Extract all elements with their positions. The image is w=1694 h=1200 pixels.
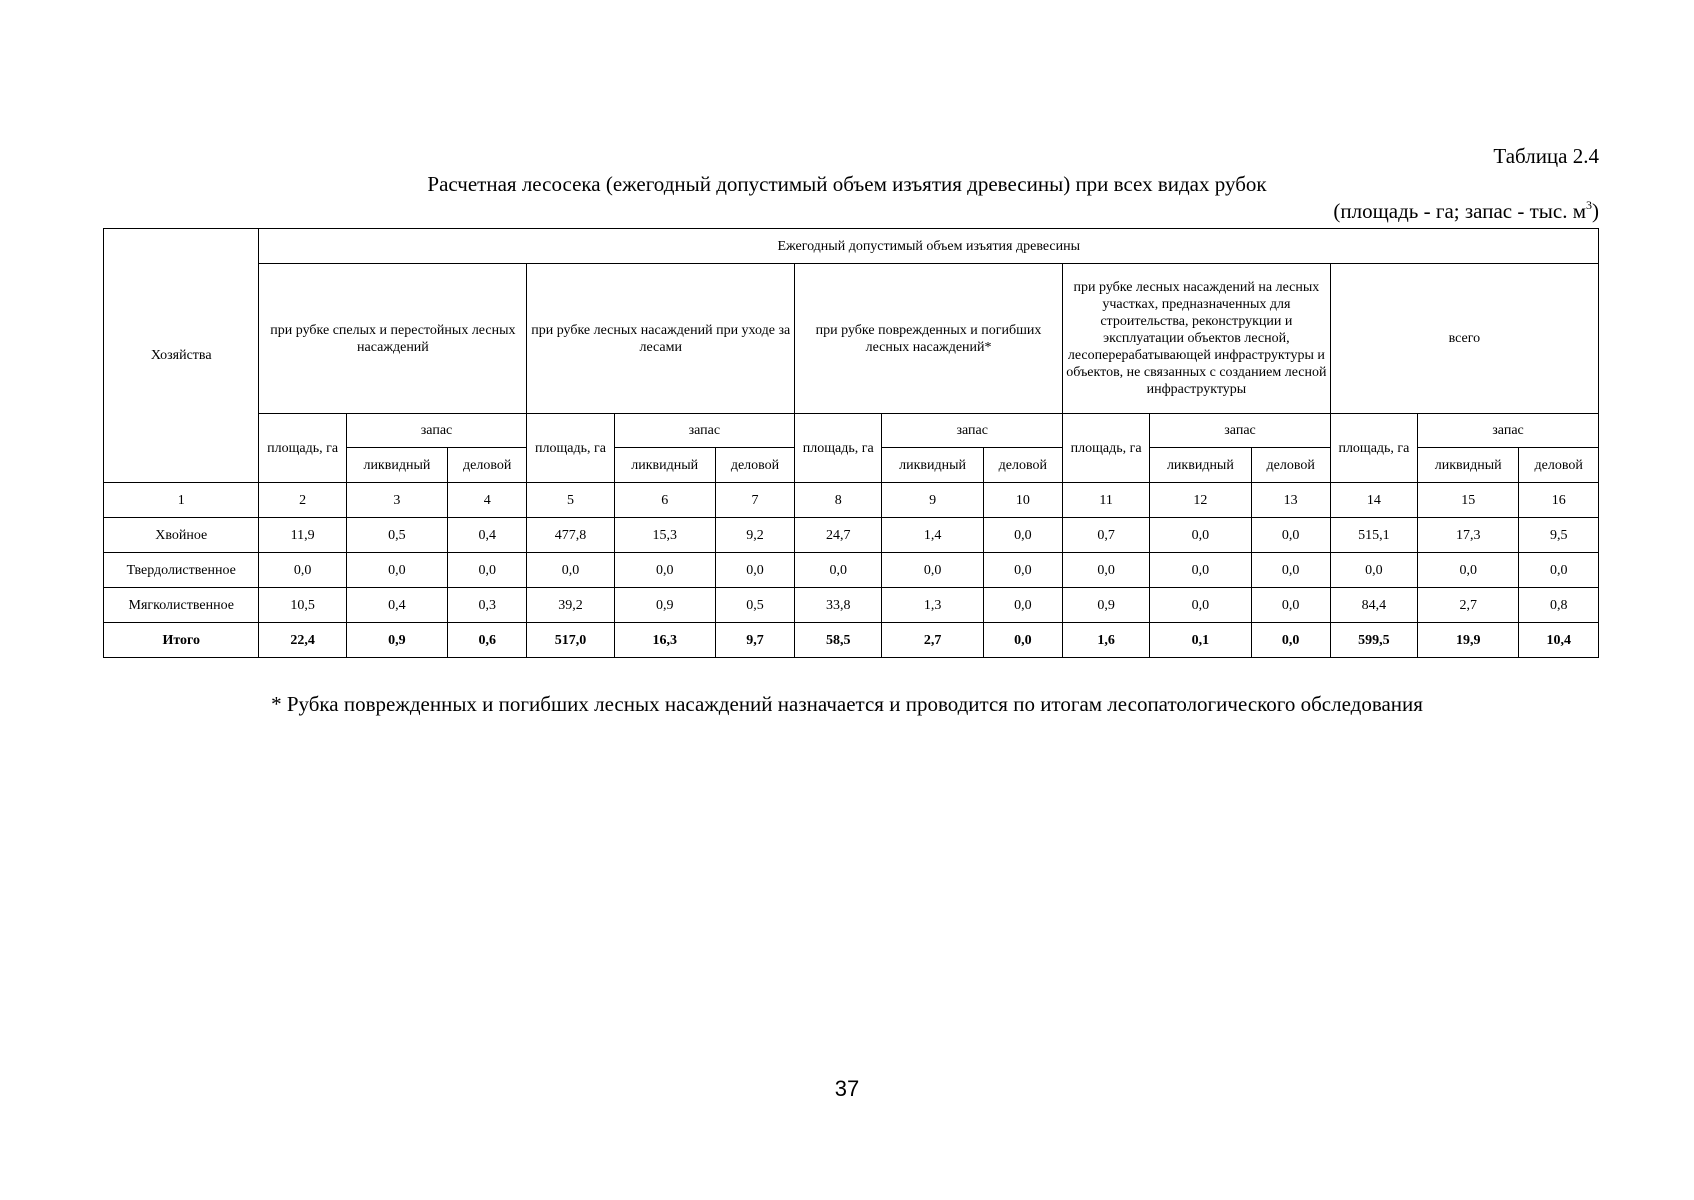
column-number: 5 (527, 483, 614, 518)
header-liquid: ликвидный (1150, 448, 1251, 483)
table-cell: 0,0 (983, 623, 1062, 658)
table-cell: 0,5 (715, 588, 794, 623)
table-cell: 0,0 (715, 553, 794, 588)
column-number: 4 (448, 483, 527, 518)
table-cell: 0,0 (1150, 518, 1251, 553)
table-cell: 9,2 (715, 518, 794, 553)
page-number: 37 (834, 1076, 860, 1101)
column-number: 3 (346, 483, 447, 518)
table-cell: 0,7 (1062, 518, 1149, 553)
table-cell: 9,7 (715, 623, 794, 658)
table-cell: 0,1 (1150, 623, 1251, 658)
table-cell: 9,5 (1519, 518, 1599, 553)
table-cell: 0,0 (1418, 553, 1519, 588)
table-cell: 1,6 (1062, 623, 1149, 658)
header-liquid: ликвидный (614, 448, 715, 483)
table-cell: 16,3 (614, 623, 715, 658)
header-commercial: деловой (983, 448, 1062, 483)
column-number: 7 (715, 483, 794, 518)
table-cell: 0,0 (983, 553, 1062, 588)
column-number-row (104, 483, 1599, 518)
table-row (104, 588, 1599, 623)
row-label: Итого (104, 623, 259, 658)
table-cell: 1,4 (882, 518, 983, 553)
header-commercial: деловой (448, 448, 527, 483)
table-cell: 517,0 (527, 623, 614, 658)
column-number: 13 (1251, 483, 1330, 518)
row-label: Мягколиственное (104, 588, 259, 623)
units-note (1333, 199, 1599, 224)
table-cell: 515,1 (1330, 518, 1417, 553)
header-group-damaged: при рубке поврежденных и погибших лесных насаждений* (795, 264, 1063, 414)
header-area: площадь, га (795, 414, 882, 483)
table-cell: 477,8 (527, 518, 614, 553)
table-cell: 599,5 (1330, 623, 1417, 658)
column-number: 16 (1519, 483, 1599, 518)
table-cell: 0,3 (448, 588, 527, 623)
table-cell: 10,5 (259, 588, 346, 623)
table-cell: 10,4 (1519, 623, 1599, 658)
column-number: 2 (259, 483, 346, 518)
table-cell: 0,0 (448, 553, 527, 588)
header-liquid: ликвидный (1418, 448, 1519, 483)
table-cell: 0,0 (1062, 553, 1149, 588)
header-farms: Хозяйства (104, 229, 259, 483)
table-cell: 0,0 (1150, 588, 1251, 623)
table-label: Таблица 2.4 (1493, 144, 1599, 168)
table-cell: 0,0 (1251, 518, 1330, 553)
header-commercial: деловой (1251, 448, 1330, 483)
table-cell: 0,9 (1062, 588, 1149, 623)
table-cell: 0,4 (448, 518, 527, 553)
table-row (104, 553, 1599, 588)
header-area: площадь, га (527, 414, 614, 483)
table-cell: 39,2 (527, 588, 614, 623)
table-cell: 15,3 (614, 518, 715, 553)
header-stock: запас (346, 414, 527, 448)
column-number: 15 (1418, 483, 1519, 518)
table-cell: 0,9 (614, 588, 715, 623)
table-cell: 0,0 (259, 553, 346, 588)
table-cell: 0,0 (795, 553, 882, 588)
header-commercial: деловой (1519, 448, 1599, 483)
table-cell: 1,3 (882, 588, 983, 623)
table-cell: 0,0 (346, 553, 447, 588)
column-number: 8 (795, 483, 882, 518)
header-group-mature: при рубке спелых и перестойных лесных насаждений (259, 264, 527, 414)
header-group-construction: при рубке лесных насаждений на лесных участках, предназначенных для строительства, реконструкции и эксплуатации объектов лесной, лесоперерабатывающей инфраструктуры и объектов, не связанных с созданием лесной инфраструктуры (1062, 264, 1330, 414)
units-close: ) (1592, 199, 1599, 223)
table-cell: 33,8 (795, 588, 882, 623)
column-number: 11 (1062, 483, 1149, 518)
units-superscript: 3 (1586, 198, 1592, 212)
column-number: 14 (1330, 483, 1417, 518)
header-stock: запас (614, 414, 795, 448)
table-cell: 0,0 (983, 588, 1062, 623)
table-cell: 24,7 (795, 518, 882, 553)
column-number: 10 (983, 483, 1062, 518)
table-cell: 58,5 (795, 623, 882, 658)
header-stock: запас (882, 414, 1063, 448)
header-area: площадь, га (259, 414, 346, 483)
table-cell: 19,9 (1418, 623, 1519, 658)
footnote: * Рубка поврежденных и погибших лесных насаждений назначается и проводится по итогам лесопатологического обследования (271, 692, 1423, 716)
table-cell: 2,7 (1418, 588, 1519, 623)
table-cell: 0,0 (1330, 553, 1417, 588)
table-cell: 0,0 (882, 553, 983, 588)
column-number: 1 (104, 483, 259, 518)
table-cell: 11,9 (259, 518, 346, 553)
table-cell: 0,0 (1519, 553, 1599, 588)
header-commercial: деловой (715, 448, 794, 483)
column-number: 12 (1150, 483, 1251, 518)
header-group-care: при рубке лесных насаждений при уходе за лесами (527, 264, 795, 414)
header-liquid: ликвидный (882, 448, 983, 483)
table-cell: 22,4 (259, 623, 346, 658)
table-cell: 84,4 (1330, 588, 1417, 623)
table-cell: 17,3 (1418, 518, 1519, 553)
header-stock: запас (1418, 414, 1599, 448)
table-cell: 0,6 (448, 623, 527, 658)
table-cell: 0,0 (1251, 588, 1330, 623)
header-area: площадь, га (1062, 414, 1149, 483)
column-number: 9 (882, 483, 983, 518)
units-text: (площадь - га; запас - тыс. м (1333, 199, 1586, 223)
table-cell: 0,0 (983, 518, 1062, 553)
table-row (104, 518, 1599, 553)
total-row (104, 623, 1599, 658)
table-cell: 0,0 (1251, 553, 1330, 588)
column-number: 6 (614, 483, 715, 518)
table-cell: 0,0 (614, 553, 715, 588)
table-cell: 0,4 (346, 588, 447, 623)
table-cell: 0,5 (346, 518, 447, 553)
table-cell: 0,0 (527, 553, 614, 588)
table-cell: 0,9 (346, 623, 447, 658)
header-area: площадь, га (1330, 414, 1417, 483)
table-cell: 0,0 (1150, 553, 1251, 588)
harvest-table (103, 228, 1599, 658)
row-label: Твердолиственное (104, 553, 259, 588)
header-liquid: ликвидный (346, 448, 447, 483)
table-cell: 2,7 (882, 623, 983, 658)
header-stock: запас (1150, 414, 1331, 448)
table-cell: 0,8 (1519, 588, 1599, 623)
header-annual-volume: Ежегодный допустимый объем изъятия древесины (259, 229, 1599, 264)
table-title: Расчетная лесосека (ежегодный допустимый объем изъятия древесины) при всех видах рубок (427, 172, 1267, 196)
table-cell: 0,0 (1251, 623, 1330, 658)
row-label: Хвойное (104, 518, 259, 553)
header-group-total: всего (1330, 264, 1598, 414)
